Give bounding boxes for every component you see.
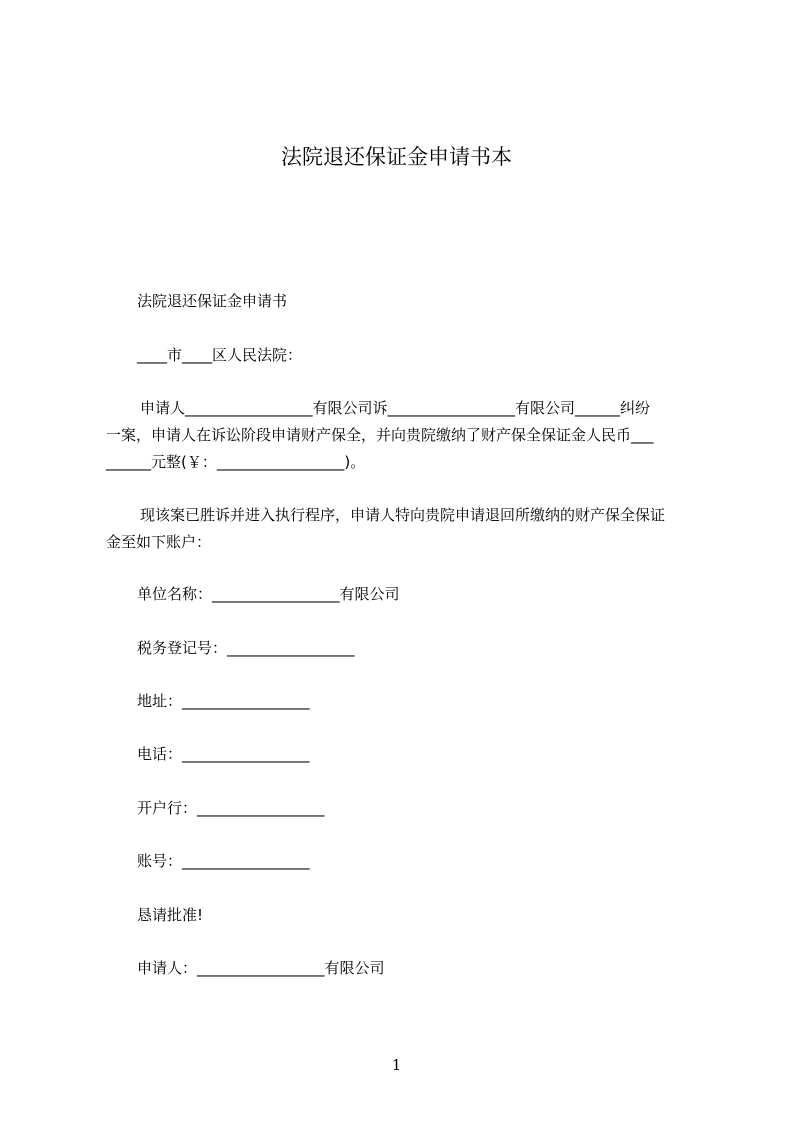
paragraph-2-line-2: 金至如下账户： <box>106 533 212 551</box>
document-title: 法院退还保证金申请书本 <box>281 145 512 169</box>
paragraph-1-line-3: ______元整(￥：_________________)。 <box>106 453 366 471</box>
document-heading: 法院退还保证金申请书 <box>137 292 288 310</box>
addressee-line: ____市____区人民法院： <box>137 346 303 364</box>
page-number: 1 <box>391 1056 402 1074</box>
paragraph-1-line-1: 申请人_________________有限公司诉_________________有限公司______纠纷 <box>140 399 651 417</box>
field-address: 地址：_________________ <box>137 692 310 710</box>
paragraph-2-line-1: 现该案已胜诉并进入执行程序，申请人特向贵院申请退回所缴纳的财产保全保证 <box>140 506 666 524</box>
signature-line: 申请人：_________________有限公司 <box>137 959 385 977</box>
closing-request: 恳请批准! <box>137 906 204 924</box>
field-bank: 开户行：_________________ <box>137 799 325 817</box>
field-unit-name: 单位名称：_________________有限公司 <box>137 585 400 603</box>
paragraph-1-line-2: 一案，申请人在诉讼阶段申请财产保全，并向贵院缴纳了财产保全保证金人民币___ <box>106 426 654 444</box>
field-tax-number: 税务登记号：_________________ <box>137 639 355 657</box>
field-account: 账号：_________________ <box>137 852 310 870</box>
field-phone: 电话：_________________ <box>137 745 310 763</box>
